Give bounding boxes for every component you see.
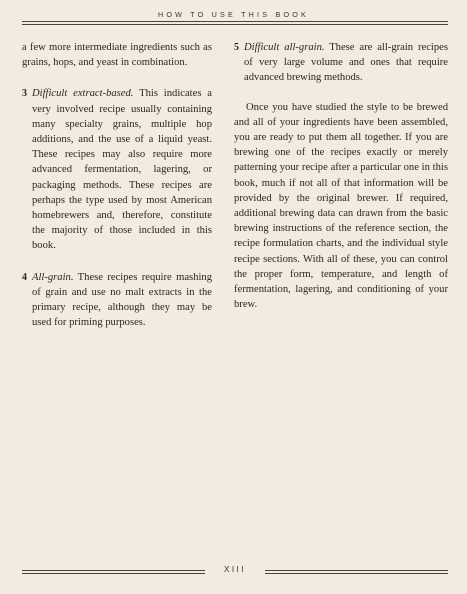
item-number: 4 — [22, 271, 27, 283]
item-number: 3 — [22, 88, 27, 100]
header-rule-secondary — [22, 24, 448, 25]
list-item-5 — [234, 40, 448, 86]
footer-rule-left-secondary — [22, 573, 205, 574]
footer-rule-right — [265, 570, 448, 571]
item-term: All-grain. — [32, 271, 74, 283]
header-rule — [22, 21, 448, 22]
item-text: These recipes require mashing of grain and use no malt extracts in the primary recipe, although they may be used for priming purposes. — [32, 271, 212, 329]
body-paragraph: Once you have studied the style to be brewed and all of your ingredients have been assembled, you are ready to put them all together. If you are brewing one of the recipes exactly or merely patterning your recipe after a particular one in this book, much if not all of that information will be provided by the original brewer. If required, additional brewing data can drawn from the basic brewing instructions of the reference section, the recipe formulation charts, and the individual style recipe sections. With all of these, you can control the proper form, temperature, and length of fermentation, lagering, and conditioning of your brew. — [234, 101, 448, 311]
page-number: XIII — [223, 565, 246, 574]
continuation-paragraph: a few more intermediate ingredients such as grains, hops, and yeast in combination. — [22, 42, 212, 69]
list-item-4 — [22, 270, 212, 331]
item-number: 5 — [234, 42, 239, 53]
item-text: This indicates a very involved recipe usually containing many specialty grains, multiple hop additions, and the use of a liquid yeast. These recipes may also require more advanced fermentation, lagering, or packaging methods. These recipes are perhaps the type used by most American homebrewers and, therefore, constitute the majority of those included in this book. — [32, 88, 212, 252]
running-head: HOW TO USE THIS BOOK — [157, 10, 310, 19]
right-column — [234, 40, 448, 312]
footer-rule-left — [22, 570, 205, 571]
footer — [22, 565, 448, 579]
left-column — [22, 40, 212, 330]
item-term: Difficult extract-based. — [32, 88, 134, 100]
list-item-3 — [22, 86, 212, 253]
footer-rule-right-secondary — [265, 573, 448, 574]
item-term: Difficult all-grain. — [244, 42, 325, 53]
item-text: These are all-grain recipes of very large volume and ones that require advanced brewing methods. — [244, 42, 448, 84]
